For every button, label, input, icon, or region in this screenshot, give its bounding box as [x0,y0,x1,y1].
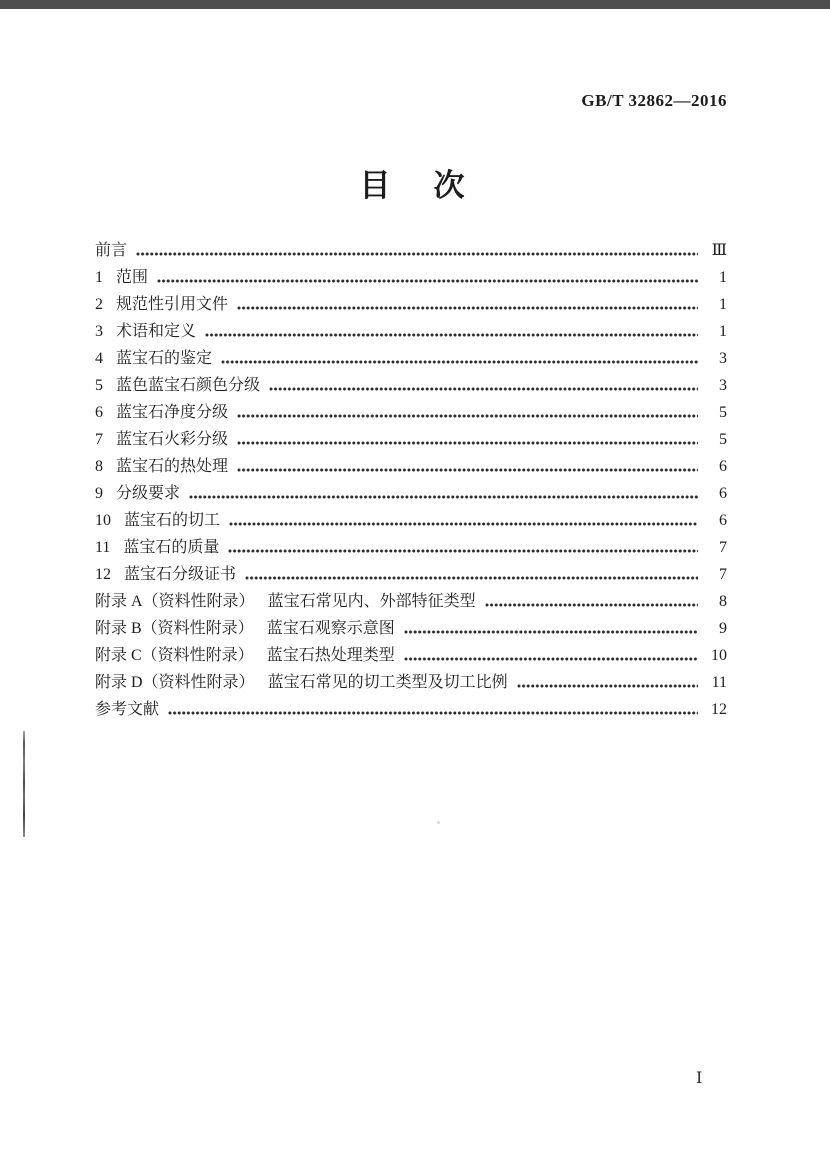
dot-leader [157,264,698,291]
toc-entry [95,534,727,561]
toc-entry-page: 3 [719,377,727,394]
toc-entry-title: 蓝宝石的切工 [124,512,221,529]
page-title: 目 次 [359,168,471,203]
dot-leader [221,345,698,372]
table-of-contents [95,237,727,723]
toc-entry-number: 10 [95,512,111,529]
toc-entry [95,399,727,426]
toc-entry [95,426,727,453]
toc-entry-page: 6 [719,458,727,475]
toc-entry [95,318,727,345]
toc-entry-number: 1 [95,269,103,286]
toc-entry-number: 8 [95,458,103,475]
folio-page-number: Ⅰ [696,1070,703,1087]
toc-entry-title: 范围 [116,269,149,286]
toc-entry-number: 9 [95,485,103,502]
toc-entry-page: 6 [719,512,727,529]
toc-entry-page: 3 [719,350,727,367]
toc-entry-page: Ⅲ [711,242,727,259]
toc-entry-page: 9 [719,620,727,637]
toc-entry [95,588,727,615]
toc-entry [95,669,727,696]
toc-entry-title: 蓝宝石常见内、外部特征类型 [267,593,476,610]
toc-entry-number: 5 [95,377,103,394]
dot-leader [136,237,698,264]
toc-entry-title: 蓝宝石热处理类型 [266,647,395,664]
toc-entry-number: 6 [95,404,103,421]
toc-entry-number: 附录 A（资料性附录） [95,593,255,610]
toc-entry-number: 7 [95,431,103,448]
dot-leader [517,669,698,696]
toc-entry [95,561,727,588]
toc-entry-title: 蓝色蓝宝石颜色分级 [116,377,261,394]
toc-entry-title: 蓝宝石观察示意图 [266,620,395,637]
toc-entry [95,696,727,723]
toc-entry-number: 附录 D（资料性附录） [95,674,255,691]
toc-entry-title: 蓝宝石的质量 [123,539,220,556]
toc-entry-page: 12 [711,701,727,718]
toc-entry [95,507,727,534]
scan-artifact-line [23,731,25,837]
dot-leader [404,642,698,669]
toc-entry-title: 分级要求 [116,485,181,502]
toc-entry-title: 蓝宝石的热处理 [116,458,229,475]
dot-leader [404,615,698,642]
toc-entry-page: 11 [711,674,727,691]
toc-entry-title: 前言 [95,242,128,259]
dot-leader [245,561,698,588]
toc-entry-title: 规范性引用文件 [116,296,229,313]
scan-artifact-speck [437,821,440,824]
toc-entry-page: 8 [719,593,727,610]
toc-entry-page: 7 [719,539,727,556]
toc-entry [95,372,727,399]
dot-leader [189,480,698,507]
toc-entry [95,345,727,372]
toc-entry-title: 蓝宝石的鉴定 [116,350,213,367]
toc-entry-page: 5 [719,431,727,448]
toc-entry-title: 蓝宝石净度分级 [116,404,229,421]
toc-entry [95,453,727,480]
toc-entry-page: 7 [719,566,727,583]
dot-leader [237,291,698,318]
toc-entry-page: 5 [719,404,727,421]
dot-leader [269,372,698,399]
dot-leader [237,399,698,426]
toc-entry-page: 1 [719,269,727,286]
dot-leader [228,534,698,561]
toc-entry [95,237,727,264]
toc-entry [95,264,727,291]
toc-entry-number: 附录 B（资料性附录） [95,620,254,637]
toc-entry [95,615,727,642]
dot-leader [205,318,698,345]
dot-leader [168,696,698,723]
standard-number: GB/T 32862—2016 [581,91,727,110]
toc-entry-title: 蓝宝石火彩分级 [116,431,229,448]
dot-leader [237,426,698,453]
scan-edge-band [0,0,830,9]
toc-entry-title: 蓝宝石分级证书 [124,566,237,583]
toc-entry [95,291,727,318]
toc-entry [95,480,727,507]
toc-entry-number: 11 [95,539,111,556]
toc-entry-page: 6 [719,485,727,502]
dot-leader [485,588,698,615]
toc-entry [95,642,727,669]
toc-entry-title: 蓝宝石常见的切工类型及切工比例 [267,674,508,691]
toc-entry-page: 10 [711,647,727,664]
toc-entry-title: 参考文献 [95,701,160,718]
toc-entry-page: 1 [719,296,727,313]
toc-entry-number: 3 [95,323,103,340]
toc-entry-title: 术语和定义 [116,323,197,340]
toc-entry-number: 4 [95,350,103,367]
toc-entry-number: 附录 C（资料性附录） [95,647,254,664]
toc-entry-page: 1 [719,323,727,340]
dot-leader [229,507,698,534]
toc-entry-number: 2 [95,296,103,313]
dot-leader [237,453,698,480]
toc-entry-number: 12 [95,566,111,583]
